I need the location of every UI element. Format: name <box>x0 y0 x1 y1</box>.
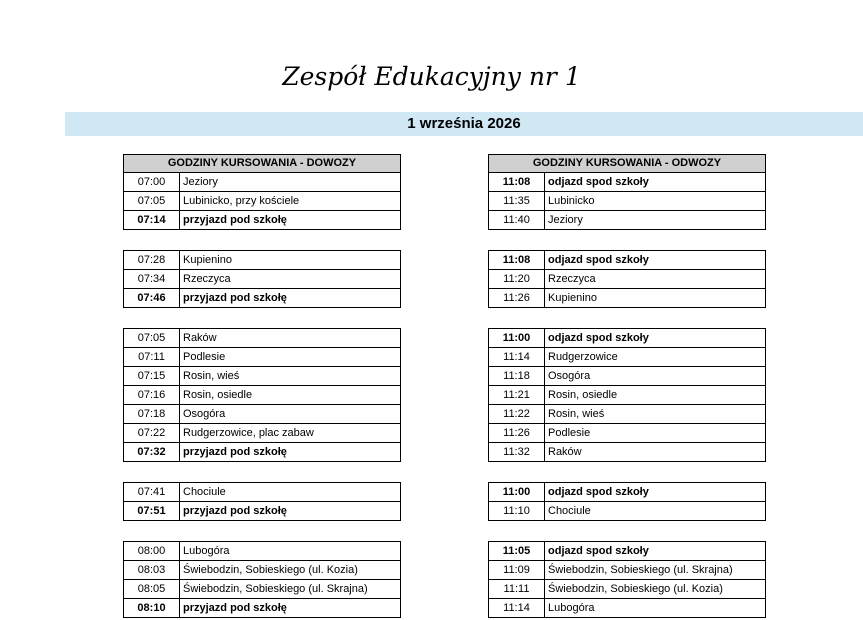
stop-name: Lubinicko, przy kościele <box>180 192 401 211</box>
departure-time: 11:00 <box>489 483 545 502</box>
table-row <box>124 405 401 424</box>
departure-time: 11:08 <box>489 173 545 192</box>
table-row <box>124 561 401 580</box>
departure-time: 07:46 <box>124 289 180 308</box>
table-row <box>489 289 766 308</box>
date-banner: 1 września 2026 <box>65 112 863 136</box>
departure-time: 11:35 <box>489 192 545 211</box>
stop-name: przyjazd pod szkołę <box>180 289 401 308</box>
departure-time: 11:26 <box>489 424 545 443</box>
stop-name: Świebodzin, Sobieskiego (ul. Kozia) <box>545 580 766 599</box>
stop-name: Świebodzin, Sobieskiego (ul. Skrajna) <box>180 580 401 599</box>
departure-time: 08:00 <box>124 542 180 561</box>
stop-name: Osogóra <box>180 405 401 424</box>
table-row <box>489 329 766 348</box>
table-row <box>489 542 766 561</box>
group-spacer <box>488 230 766 250</box>
odwozy-group-table <box>488 541 766 618</box>
table-row <box>489 405 766 424</box>
stop-name: Rosin, wieś <box>180 367 401 386</box>
dowozy-group-table <box>123 328 401 462</box>
group-spacer <box>488 308 766 328</box>
table-row <box>489 580 766 599</box>
stop-name: Podlesie <box>180 348 401 367</box>
table-row <box>124 580 401 599</box>
table-row <box>124 270 401 289</box>
table-row <box>124 289 401 308</box>
odwozy-group-table <box>488 328 766 462</box>
table-row <box>489 561 766 580</box>
departure-time: 07:14 <box>124 211 180 230</box>
stop-name: Kupienino <box>180 251 401 270</box>
departure-time: 11:11 <box>489 580 545 599</box>
stop-name: Osogóra <box>545 367 766 386</box>
table-row <box>489 251 766 270</box>
stop-name: Lubinicko <box>545 192 766 211</box>
table-row <box>124 173 401 192</box>
dowozy-column <box>123 154 401 618</box>
stop-name: Kupienino <box>545 289 766 308</box>
odwozy-group-table <box>488 482 766 521</box>
stop-name: Rosin, wieś <box>545 405 766 424</box>
table-row <box>489 173 766 192</box>
departure-time: 08:10 <box>124 599 180 618</box>
stop-name: Rudgerzowice <box>545 348 766 367</box>
stop-name: Jeziory <box>545 211 766 230</box>
table-row <box>489 424 766 443</box>
stop-name: Raków <box>545 443 766 462</box>
departure-time: 11:18 <box>489 367 545 386</box>
departure-time: 11:32 <box>489 443 545 462</box>
table-row <box>489 483 766 502</box>
odwozy-column <box>488 154 766 618</box>
group-spacer <box>123 462 401 482</box>
stop-name: przyjazd pod szkołę <box>180 443 401 462</box>
page-title: Zespół Edukacyjny nr 1 <box>282 62 581 91</box>
departure-time: 07:16 <box>124 386 180 405</box>
table-row <box>489 270 766 289</box>
dowozy-group-table <box>123 172 401 230</box>
stop-name: odjazd spod szkoły <box>545 251 766 270</box>
departure-time: 11:20 <box>489 270 545 289</box>
departure-time: 11:14 <box>489 599 545 618</box>
departure-time: 07:05 <box>124 329 180 348</box>
group-spacer <box>488 521 766 541</box>
group-spacer <box>123 308 401 328</box>
odwozy-groups <box>488 172 766 618</box>
departure-time: 11:22 <box>489 405 545 424</box>
dowozy-group-table <box>123 482 401 521</box>
departure-time: 07:11 <box>124 348 180 367</box>
stop-name: Rosin, osiedle <box>180 386 401 405</box>
dowozy-header: GODZINY KURSOWANIA - DOWOZY <box>123 154 401 173</box>
stop-name: Lubogóra <box>545 599 766 618</box>
table-row <box>124 348 401 367</box>
table-row <box>124 483 401 502</box>
stop-name: Rzeczyca <box>545 270 766 289</box>
departure-time: 11:00 <box>489 329 545 348</box>
table-row <box>489 348 766 367</box>
departure-time: 11:40 <box>489 211 545 230</box>
table-row <box>489 599 766 618</box>
table-row <box>489 367 766 386</box>
stop-name: Rzeczyca <box>180 270 401 289</box>
group-spacer <box>123 521 401 541</box>
table-row <box>124 251 401 270</box>
stop-name: Chociule <box>180 483 401 502</box>
departure-time: 07:34 <box>124 270 180 289</box>
departure-time: 07:22 <box>124 424 180 443</box>
table-row <box>124 329 401 348</box>
departure-time: 08:03 <box>124 561 180 580</box>
stop-name: Rosin, osiedle <box>545 386 766 405</box>
stop-name: odjazd spod szkoły <box>545 483 766 502</box>
table-row <box>124 599 401 618</box>
table-row <box>489 502 766 521</box>
table-row <box>124 542 401 561</box>
departure-time: 11:08 <box>489 251 545 270</box>
departure-time: 07:51 <box>124 502 180 521</box>
stop-name: przyjazd pod szkołę <box>180 502 401 521</box>
departure-time: 08:05 <box>124 580 180 599</box>
group-spacer <box>123 230 401 250</box>
departure-time: 11:05 <box>489 542 545 561</box>
stop-name: przyjazd pod szkołę <box>180 211 401 230</box>
stop-name: odjazd spod szkoły <box>545 329 766 348</box>
odwozy-group-table <box>488 250 766 308</box>
departure-time: 07:00 <box>124 173 180 192</box>
stop-name: Jeziory <box>180 173 401 192</box>
departure-time: 07:32 <box>124 443 180 462</box>
group-spacer <box>488 462 766 482</box>
dowozy-group-table <box>123 541 401 618</box>
stop-name: Rudgerzowice, plac zabaw <box>180 424 401 443</box>
stop-name: odjazd spod szkoły <box>545 173 766 192</box>
departure-time: 07:18 <box>124 405 180 424</box>
table-row <box>124 386 401 405</box>
stop-name: Raków <box>180 329 401 348</box>
table-row <box>489 211 766 230</box>
stop-name: Świebodzin, Sobieskiego (ul. Skrajna) <box>545 561 766 580</box>
table-row <box>124 192 401 211</box>
stop-name: Świebodzin, Sobieskiego (ul. Kozia) <box>180 561 401 580</box>
table-row <box>124 211 401 230</box>
departure-time: 07:28 <box>124 251 180 270</box>
stop-name: Podlesie <box>545 424 766 443</box>
table-row <box>489 386 766 405</box>
departure-time: 11:21 <box>489 386 545 405</box>
dowozy-groups <box>123 172 401 618</box>
departure-time: 07:05 <box>124 192 180 211</box>
stop-name: Chociule <box>545 502 766 521</box>
departure-time: 11:09 <box>489 561 545 580</box>
table-row <box>124 367 401 386</box>
table-row <box>489 192 766 211</box>
dowozy-group-table <box>123 250 401 308</box>
odwozy-group-table <box>488 172 766 230</box>
table-row <box>124 502 401 521</box>
stop-name: odjazd spod szkoły <box>545 542 766 561</box>
departure-time: 11:14 <box>489 348 545 367</box>
table-row <box>489 443 766 462</box>
departure-time: 11:10 <box>489 502 545 521</box>
departure-time: 11:26 <box>489 289 545 308</box>
table-row <box>124 424 401 443</box>
stop-name: przyjazd pod szkołę <box>180 599 401 618</box>
table-row <box>124 443 401 462</box>
departure-time: 07:41 <box>124 483 180 502</box>
departure-time: 07:15 <box>124 367 180 386</box>
stop-name: Lubogóra <box>180 542 401 561</box>
odwozy-header: GODZINY KURSOWANIA - ODWOZY <box>488 154 766 173</box>
